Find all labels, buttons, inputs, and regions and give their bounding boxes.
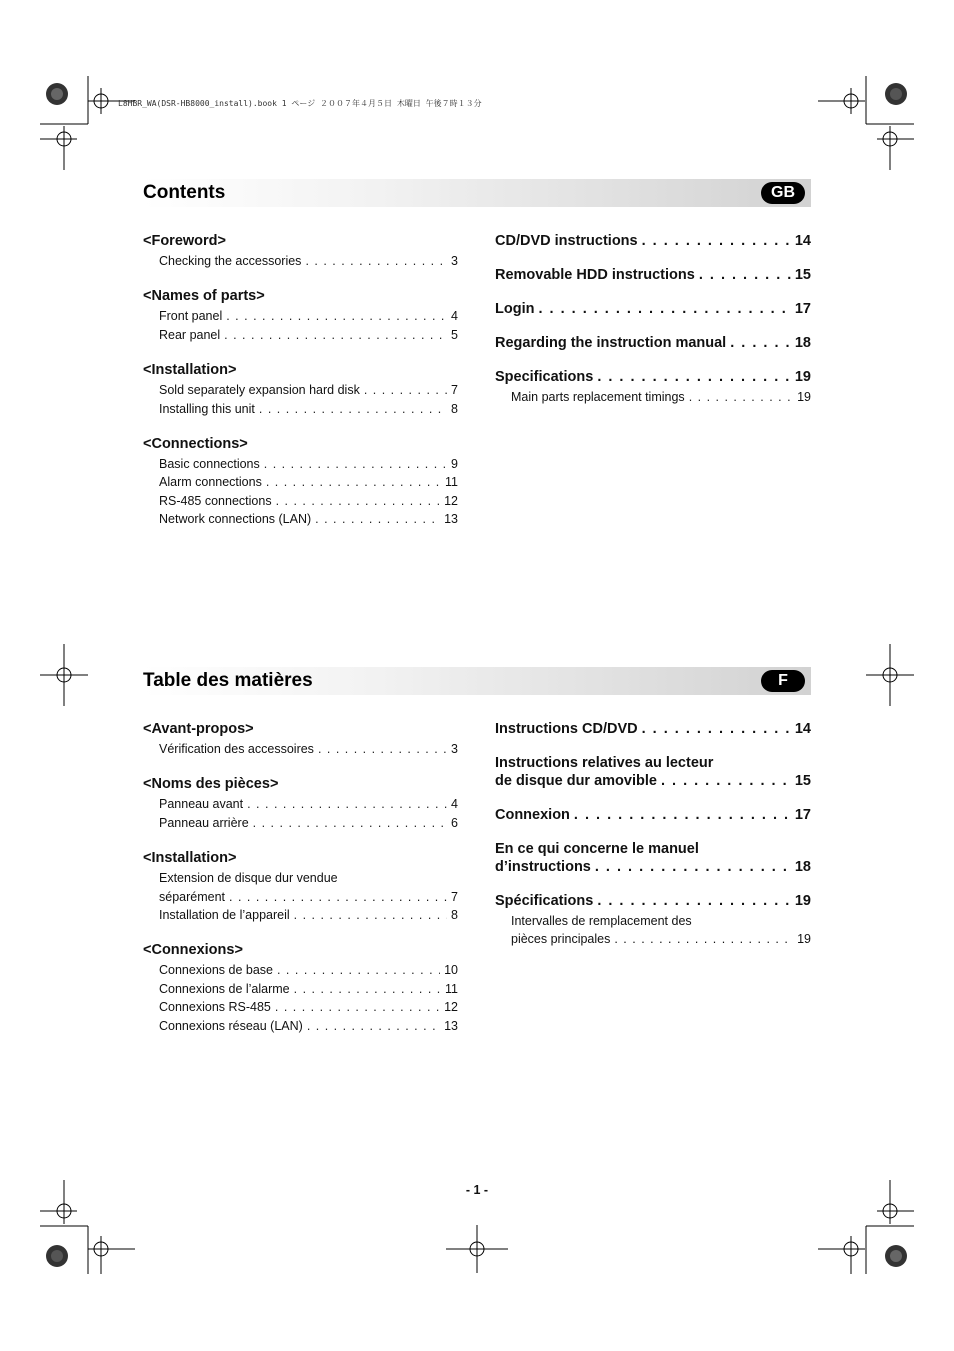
toc-entry[interactable]: Alarm connections . . . 11 <box>159 473 458 491</box>
page-number: - 1 - <box>465 1183 489 1197</box>
toc-group <box>143 435 458 529</box>
toc-entry[interactable]: RS-485 connections . . . 12 <box>159 492 458 510</box>
toc-group <box>143 287 458 344</box>
print-header: L8HBR_WA(DSR-HB8000_install).book 1 ページ ２００７年４月５日 木曜日 午後７時１３分 <box>118 99 482 108</box>
toc-entry-specs[interactable]: Spécifications . . . 19 <box>495 892 811 910</box>
toc-entry[interactable]: Panneau avant . . . 4 <box>159 795 458 813</box>
toc-entry[interactable]: Connexions RS-485 . . . 12 <box>159 998 458 1016</box>
toc-entry[interactable]: Installing this unit . . . 8 <box>159 400 458 418</box>
toc-right-column <box>495 720 811 965</box>
toc-entry-hdd[interactable]: Removable HDD instructions . . . 15 <box>495 266 811 284</box>
toc-group-heading: <Names of parts> <box>143 288 265 305</box>
toc-entry-login[interactable]: Connexion . . . 17 <box>495 806 811 824</box>
toc-entry[interactable]: Panneau arrière . . . 6 <box>159 814 458 832</box>
language-badge: GB <box>761 182 805 204</box>
toc-entry[interactable]: Connexions de l’alarme . . . 11 <box>159 980 458 998</box>
toc-group-heading: <Avant-propos> <box>143 721 254 737</box>
toc-right-column <box>495 232 811 422</box>
toc-entry[interactable]: Rear panel . . . 5 <box>159 326 458 344</box>
toc-group-heading: <Connexions> <box>143 942 243 959</box>
toc-entry[interactable]: Installation de l’appareil . . . 8 <box>159 906 458 924</box>
toc-entry-hdd[interactable]: Instructions relatives au lecteur de disque dur amovible . . . 15 <box>495 754 811 790</box>
toc-subentries <box>495 388 811 406</box>
toc-entry[interactable]: Extension de disque dur vendue séparément . . . 7 <box>159 869 458 906</box>
toc-group <box>143 720 458 758</box>
toc-group <box>143 775 458 832</box>
toc-group <box>143 941 458 1035</box>
toc-group <box>143 849 458 924</box>
toc-entry-specs[interactable]: Specifications . . . 19 <box>495 368 811 386</box>
toc-group <box>143 232 458 270</box>
toc-entry[interactable]: Checking the accessories . . . 3 <box>159 252 458 270</box>
toc-entry-cddvd[interactable]: CD/DVD instructions . . . 14 <box>495 232 811 250</box>
section-title: Contents <box>143 182 226 203</box>
toc-entry[interactable]: Main parts replacement timings . . . 19 <box>511 388 811 406</box>
toc-entry[interactable]: Vérification des accessoires . . . 3 <box>159 740 458 758</box>
toc-group-heading: <Foreword> <box>143 233 226 249</box>
toc-entry[interactable]: Sold separately expansion hard disk . . . 7 <box>159 381 458 399</box>
toc-entry-login[interactable]: Login . . . 17 <box>495 300 811 318</box>
toc-group <box>143 361 458 418</box>
toc-entry[interactable]: Intervalles de remplacement des pièces principales . . . 19 <box>511 912 811 949</box>
toc-entry[interactable]: Connexions réseau (LAN) . . . 13 <box>159 1017 458 1035</box>
language-badge: F <box>761 670 805 692</box>
toc-group-heading: <Connections> <box>143 436 248 453</box>
section-title-bar <box>143 667 811 695</box>
section-title: Table des matières <box>143 670 313 691</box>
toc-group-heading: <Installation> <box>143 362 237 379</box>
toc-entry[interactable]: Front panel . . . 4 <box>159 307 458 325</box>
toc-group-heading: <Installation> <box>143 850 237 867</box>
toc-entry[interactable]: Connexions de base . . . 10 <box>159 961 458 979</box>
toc-entry[interactable]: Network connections (LAN) . . . 13 <box>159 510 458 528</box>
contents-section-gb <box>143 179 811 527</box>
toc-left-column <box>143 232 458 546</box>
contents-section-f <box>143 667 811 1033</box>
toc-entry-cddvd[interactable]: Instructions CD/DVD . . . 14 <box>495 720 811 738</box>
toc-entry-manual[interactable]: En ce qui concerne le manuel d’instructions . . . 18 <box>495 840 811 876</box>
toc-entry-manual[interactable]: Regarding the instruction manual . . . 18 <box>495 334 811 352</box>
toc-entry[interactable]: Basic connections . . . 9 <box>159 455 458 473</box>
section-title-bar <box>143 179 811 207</box>
toc-left-column <box>143 720 458 1052</box>
toc-group-heading: <Noms des pièces> <box>143 776 279 793</box>
toc-subentries <box>495 912 811 949</box>
